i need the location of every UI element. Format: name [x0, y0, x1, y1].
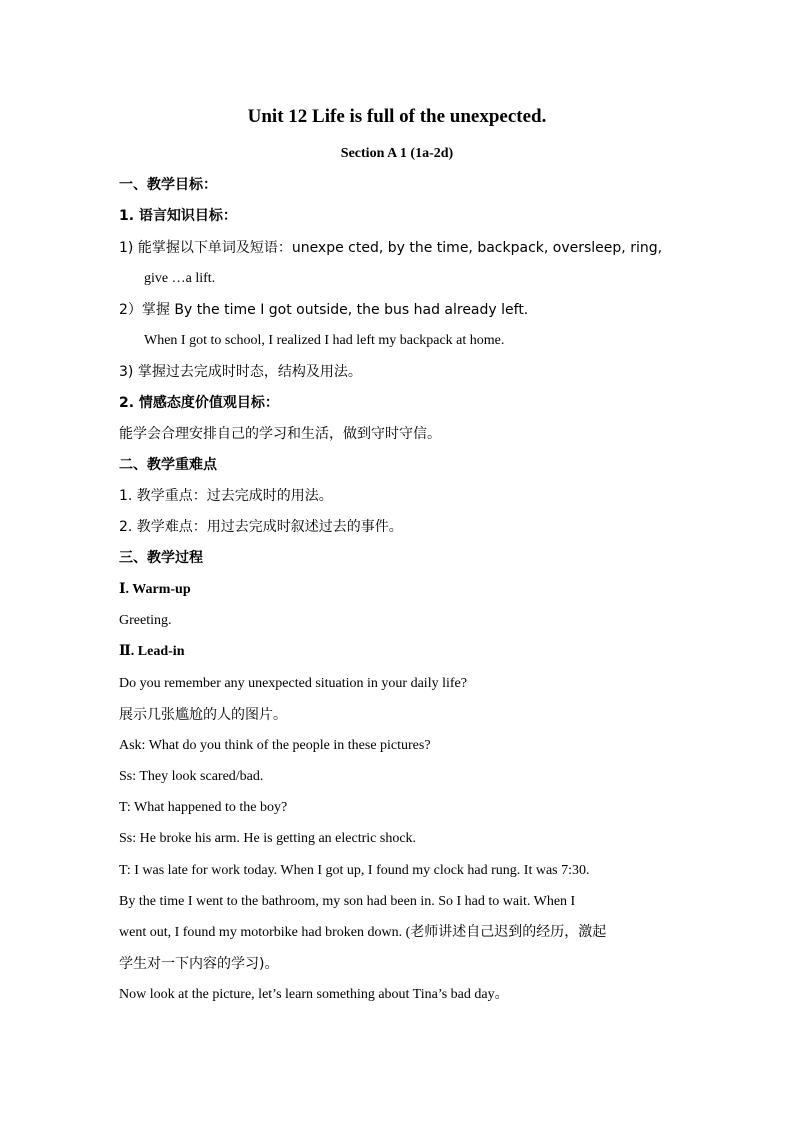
- lead-in-question: Do you remember any unexpected situation in your daily life?: [119, 676, 467, 691]
- dialogue-ss-2: Ss: He broke his arm. He is getting an electric shock.: [119, 831, 417, 846]
- dialogue-ss-1: Ss: They look scared/bad.: [119, 769, 264, 784]
- dialogue-t-2: T: I was late for work today. When I got up, I found my clock had rung. It was 7:30.: [119, 863, 590, 878]
- greeting-text: Greeting.: [119, 613, 172, 628]
- emotion-values-text: 能学会合理安排自己的学习和生活，做到守时守信。: [119, 426, 441, 442]
- heading-language-knowledge: 1. 语言知识目标：: [119, 208, 237, 224]
- objective-item-2-continued: When I got to school, I realized I had left my backpack at home.: [144, 333, 505, 348]
- step-warm-up: Ⅰ. Warm-up: [119, 582, 191, 597]
- heading-teaching-objectives: 一、教学目标：: [119, 177, 217, 193]
- dialogue-t-1: T: What happened to the boy?: [119, 800, 288, 815]
- document-title: Unit 12 Life is full of the unexpected.: [247, 106, 547, 127]
- dialogue-t-2-line-2: By the time I went to the bathroom, my son had been in. So I had to wait. When I: [119, 894, 576, 909]
- section-subtitle: Section A 1 (1a-2d): [340, 146, 454, 161]
- show-pictures-note: 展示几张尴尬的人的图片。: [119, 707, 287, 723]
- dialogue-t-2-line-3: went out, I found my motorbike had broken down. (老师讲述自己迟到的经历，激起: [119, 925, 607, 940]
- objective-item-2: 2）掌握 By the time I got outside, the bus had already left.: [119, 302, 529, 318]
- key-point: 1. 教学重点：过去完成时的用法。: [119, 488, 333, 504]
- objective-item-3: 3) 掌握过去完成时时态，结构及用法。: [119, 364, 362, 380]
- heading-emotion-values: 2. 情感态度价值观目标：: [119, 395, 279, 411]
- heading-key-difficult-points: 二、教学重难点: [119, 457, 217, 473]
- dialogue-t-2-line-4: 学生对一下内容的学习)。: [119, 956, 279, 972]
- difficult-point: 2. 教学难点：用过去完成时叙述过去的事件。: [119, 519, 403, 535]
- dialogue-ask: Ask: What do you think of the people in these pictures?: [119, 738, 431, 753]
- step-lead-in: Ⅱ. Lead-in: [119, 644, 185, 659]
- transition-text: Now look at the picture, let’s learn something about Tina’s bad day。: [119, 987, 509, 1002]
- objective-item-1: 1) 能掌握以下单词及短语：unexpe cted, by the time, backpack, oversleep, ring,: [119, 240, 663, 256]
- heading-teaching-process: 三、教学过程: [119, 550, 203, 566]
- objective-item-1-continued: give …a lift.: [144, 271, 216, 286]
